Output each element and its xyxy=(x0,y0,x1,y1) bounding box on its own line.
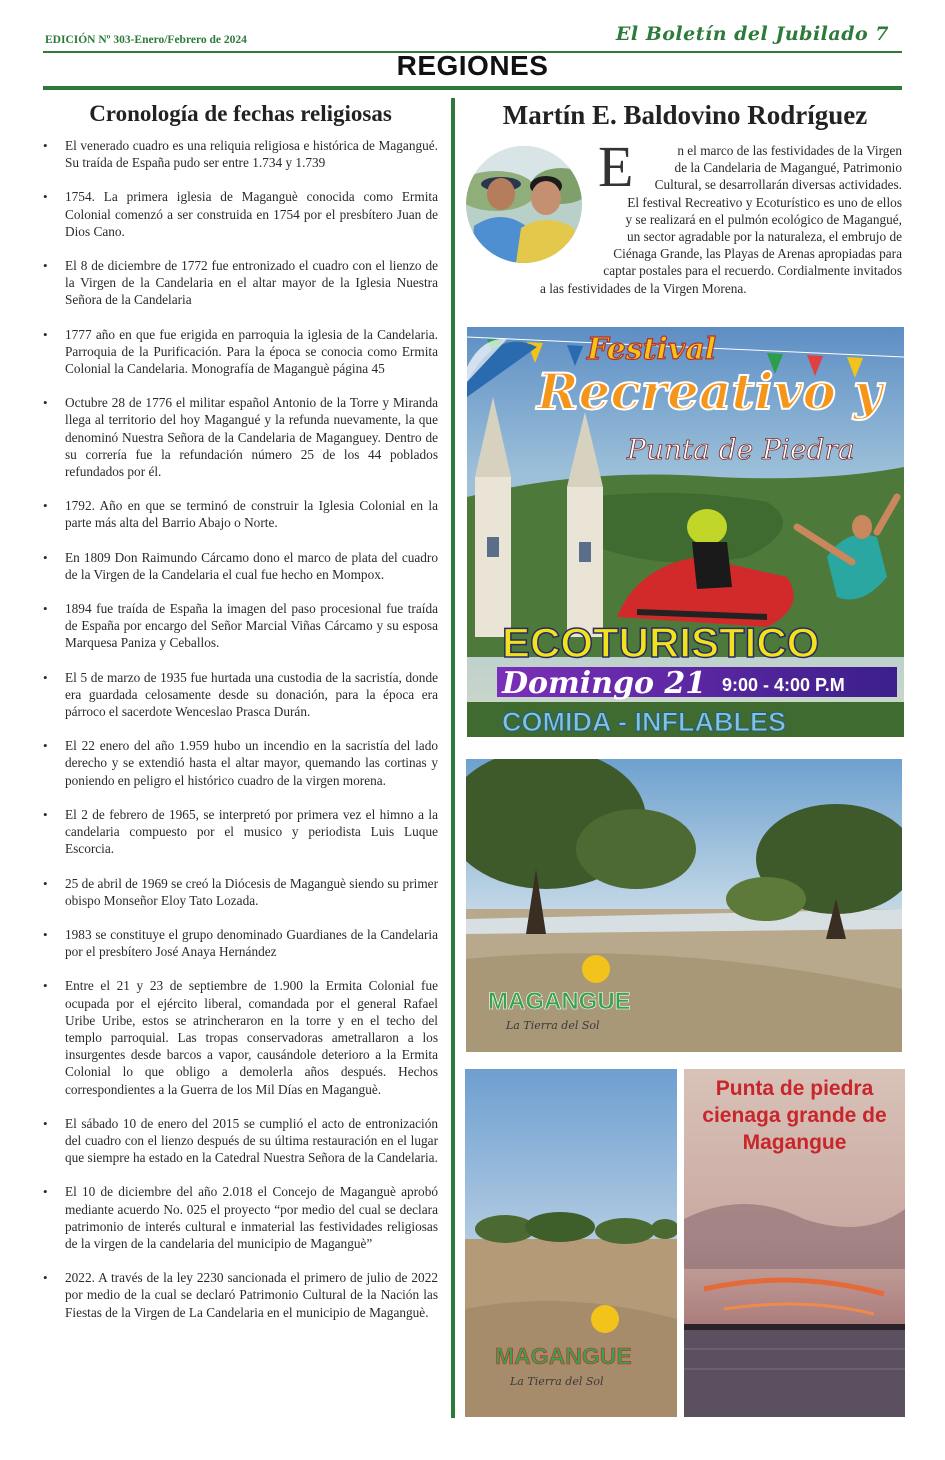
intro-line: y se realizará en el pulmón ecológico de Magangué, xyxy=(625,211,902,227)
intro-line: El festival Recreativo y Ecoturístico es uno de ellos xyxy=(627,194,902,210)
intro-paragraph xyxy=(540,142,902,297)
poster-day-text: Domingo 21 xyxy=(502,666,707,701)
list-item: • El 5 de marzo de 1935 fue hurtada una custodia de la sacristía, donde era guardada celosamente desde su donación, para la época era párroco el sacerdote Wenceslao Prasca Durán. xyxy=(43,669,438,721)
photo1-logo-text: MAGANGUE xyxy=(488,988,631,1015)
poster-festival-text: Festival xyxy=(587,332,717,367)
festival-poster xyxy=(467,327,904,737)
poster-ecoturistico-text: ECOTURISTICO xyxy=(502,619,820,666)
list-item: • 2022. A través de la ley 2230 sancionada el primero de julio de 2022 por medio de la cual se declaró Patrimonio Cultural de la Nación las Fiestas de la Virgen de La Candelaria en el municipio de Maganguè. xyxy=(43,1269,438,1321)
photo2-logo-tagline: La Tierra del Sol xyxy=(510,1375,604,1388)
list-item: • El venerado cuadro es una reliquia religiosa e histórica de Magangué. Su traída de España pudo ser entre 1.734 y 1.739 xyxy=(43,137,438,171)
poster-extras-text: COMIDA - INFLABLES xyxy=(502,707,786,737)
author-name: Martín E. Baldovino Rodríguez xyxy=(502,100,868,130)
list-item: • 25 de abril de 1969 se creó la Diócesis de Maganguè siendo su primer obispo Monseñor Eloy Tato Lozada. xyxy=(43,875,438,909)
list-item: • El sábado 10 de enero del 2015 se cumplió el acto de entronización del cuadro con el lienzo después de su última restauración en el lugar que siempre ha estado en la Catedral Nuestra Señora de la Candelaria. xyxy=(43,1115,438,1167)
publication-title: El Boletín del Jubilado 7 xyxy=(615,23,889,45)
edition-label: EDICIÓN Nº 303-Enero/Febrero de 2024 xyxy=(45,34,247,46)
intro-line: n el marco de las festividades de la Virgen xyxy=(677,143,902,158)
landscape-photo-trees xyxy=(466,759,902,1052)
list-item: • El 2 de febrero de 1965, se interpretó por primera vez el himno a la candelaria compuesto por el musico y periodista Luis Luque Escorcia. xyxy=(43,806,438,858)
intro-line: captar postales para el recuerdo. Cordialmente invitados xyxy=(603,263,902,279)
drop-cap: E xyxy=(598,134,634,199)
list-item: • 1777 año en que fue erigida en parroquia la iglesia de la Candelaria. Parroquia de la Purificación. Para la época se conocia como Ermita Colonial la Candelaria. Monografía de Maganguè página 45 xyxy=(43,326,438,378)
intro-line: Ciénaga Grande, las Playas de Arenas apropiadas para xyxy=(613,246,902,262)
list-item: • En 1809 Don Raimundo Cárcamo dono el marco de plata del cuadro de la Virgen de la Candelaria el cual fue hecho en Mompox. xyxy=(43,549,438,583)
landscape-photo-shore xyxy=(465,1069,677,1417)
photo1-logo-tagline: La Tierra del Sol xyxy=(506,1019,600,1032)
intro-line: a las festividades de la Virgen Morena. xyxy=(540,280,747,296)
list-item: • El 22 enero del año 1.959 hubo un incendio en la sacristía del lado derecho y se extendió hasta el altar mayor, quemando las cortinas y poniendo en peligro el histórico cuadro de la virgen morena. xyxy=(43,737,438,789)
list-item: • 1983 se constituye el grupo denominado Guardianes de la Candelaria por el presbítero José Anaya Hernández xyxy=(43,926,438,960)
chronology-list xyxy=(43,137,438,1338)
list-item: • El 8 de diciembre de 1772 fue entronizado el cuadro con el lienzo de la Virgen de la Candelaria en el altar mayor de la Iglesia Nuestra Señora de la Candelaria xyxy=(43,257,438,309)
intro-line: un sector agradable por la naturaleza, el embrujo de xyxy=(626,229,902,245)
list-item: • 1894 fue traída de España la imagen del paso procesional fue traída de España por encargo del Señor Marcial Viñas Cárcamo y su esposa Marquesa Paniza y Ceballos. xyxy=(43,600,438,652)
section-title: REGIONES xyxy=(396,50,549,81)
section-rule xyxy=(43,86,902,90)
intro-line: Cultural, se desarrollarán diversas actividades. xyxy=(654,177,902,193)
poster-place-text: Punta de Piedra xyxy=(627,433,855,466)
poster-time-text: 9:00 - 4:00 P.M xyxy=(722,675,845,695)
list-item: • 1792. Año en que se terminó de construir la Iglesia Colonial en la parte más alta del Barrio Abajo o Norte. xyxy=(43,497,438,531)
sunset-photo xyxy=(684,1069,905,1417)
list-item: • Entre el 21 y 23 de septiembre de 1.900 la Ermita Colonial fue ocupada por el ejército liberal, comandada por el general Rafael Uribe Uribe, estos se atrincheraron en la torre y en el techo del templo parroquial. Las tropas conservadoras ametrallaron a los insurgentes desde barcos a vapor, causándole deterioro a la Ermita Colonial lo que obligo a demolerla años después. Hechos correspondientes a la Guerra de los Mil Días en Maganguè. xyxy=(43,977,438,1097)
poster-recreativo-text: Recreativo y xyxy=(537,362,883,421)
list-item: • El 10 de diciembre del año 2.018 el Concejo de Maganguè aprobó mediante acuerdo No. 025 el proyecto “por medio del cual se declara patrimonio de interés cultural e inmaterial las festividades religiosas de la virgen de la candelaria del municipio de Maganguè” xyxy=(43,1183,438,1252)
list-item: • Octubre 28 de 1776 el militar español Antonio de la Torre y Miranda llega al territorio del hoy Magangué y la refunda nuevamente, la que denominó Nuestra Señora de la Candelaria de Maganguey. Dentro de su correría fue la refundación número 25 de los 44 poblados refundados por él. xyxy=(43,394,438,480)
chronology-title: Cronología de fechas religiosas xyxy=(89,101,392,126)
intro-line: de la Candelaria de Magangué, Patrimonio xyxy=(674,160,902,176)
photo3-caption-line3: Magangue xyxy=(742,1131,847,1154)
column-divider xyxy=(451,98,455,1418)
photo2-logo-text: MAGANGUE xyxy=(495,1343,632,1369)
photo3-caption-line1: Punta de piedra xyxy=(715,1077,874,1100)
photo3-caption-line2: cienaga grande de xyxy=(702,1104,887,1127)
list-item: • 1754. La primera iglesia de Maganguè conocida como Ermita Colonial comenzó a ser construida en 1754 por el presbítero Juan de Dios Cano. xyxy=(43,188,438,240)
